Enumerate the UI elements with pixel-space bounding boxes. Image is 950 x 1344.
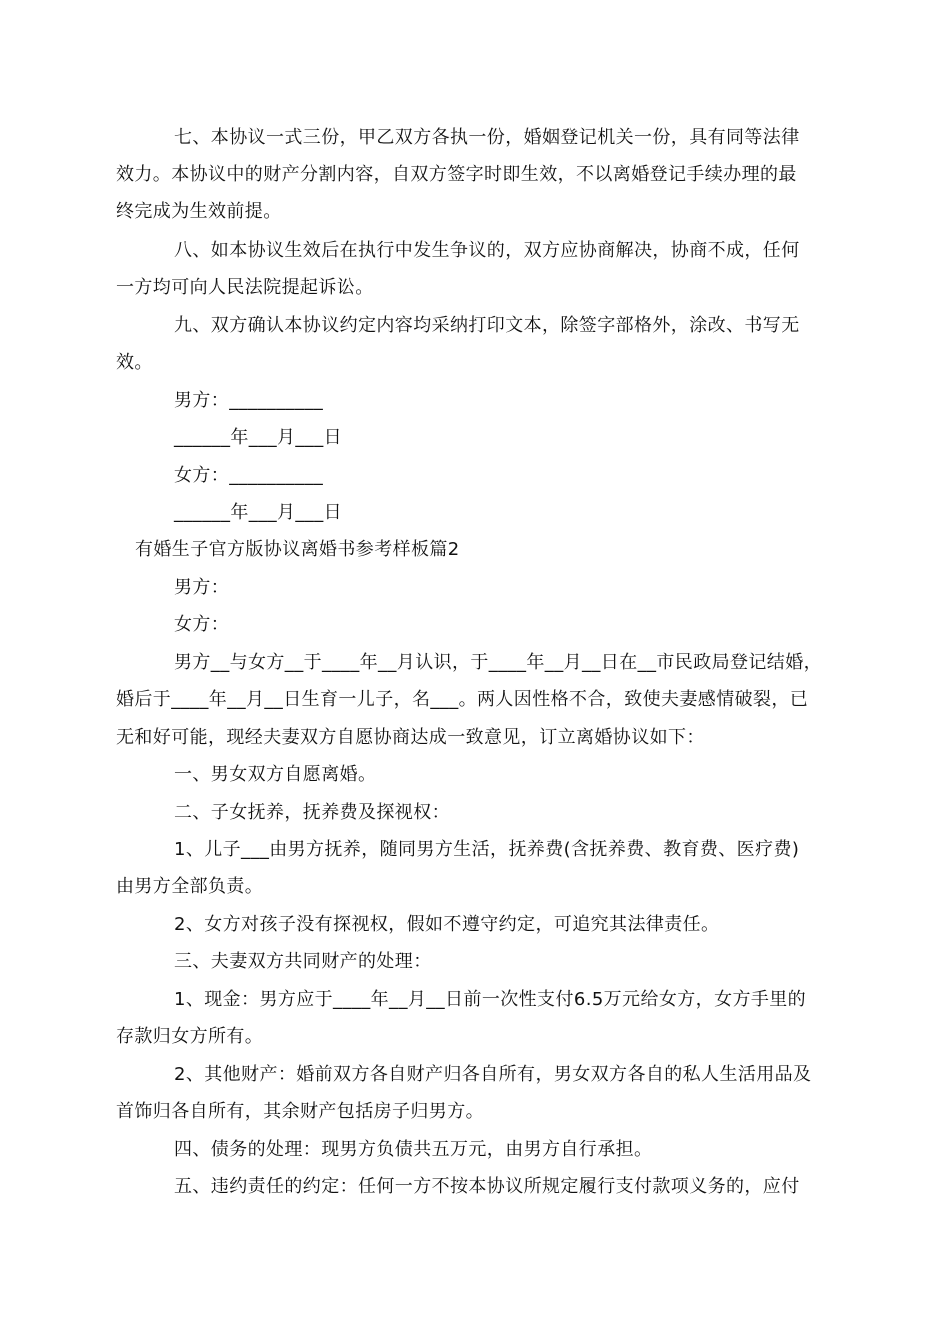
text-line: 男方： — [174, 577, 230, 598]
text-line: 2、其他财产：婚前双方各自财产归各自所有，男女双方各自的私人生活用品及 — [174, 1064, 812, 1085]
text-line: 首饰归各自所有，其余财产包括房子归男方。 — [116, 1101, 484, 1122]
text-line: 存款归女方所有。 — [116, 1026, 264, 1047]
signature-line-male: 男方：__________ — [174, 390, 324, 411]
date-line: ______年___月___日 — [174, 502, 342, 523]
date-line: ______年___月___日 — [174, 427, 342, 448]
text-line: 女方： — [174, 614, 230, 635]
text-line: 三、夫妻双方共同财产的处理： — [174, 951, 432, 972]
text-line: 二、子女抚养，抚养费及探视权： — [174, 802, 450, 823]
text-line: 1、儿子___由男方抚养，随同男方生活，抚养费(含抚养费、教育费、医疗费) — [174, 839, 800, 860]
text-line: 七、本协议一式三份，甲乙双方各执一份，婚姻登记机关一份，具有同等法律 — [174, 127, 800, 148]
text-line: 2、女方对孩子没有探视权，假如不遵守约定，可追究其法律责任。 — [174, 914, 720, 935]
text-line: 八、如本协议生效后在执行中发生争议的，双方应协商解决，协商不成，任何 — [174, 240, 800, 261]
text-line: 九、双方确认本协议约定内容均采纳打印文本，除签字部格外，涂改、书写无 — [174, 315, 800, 336]
section-heading: 有婚生子官方版协议离婚书参考样板篇2 — [135, 539, 460, 560]
text-line: 由男方全部负责。 — [116, 876, 264, 897]
text-line: 效力。本协议中的财产分割内容，自双方签字时即生效，不以离婚登记手续办理的最 — [116, 164, 797, 185]
text-line: 一、男女双方自愿离婚。 — [174, 764, 377, 785]
signature-line-female: 女方：__________ — [174, 465, 324, 486]
text-line: 一方均可向人民法院提起诉讼。 — [116, 277, 374, 298]
text-line: 男方__与女方__于____年__月认识，于____年__月__日在__市民政局登记结婚， — [174, 652, 822, 673]
text-line: 四、债务的处理：现男方负债共五万元，由男方自行承担。 — [174, 1139, 653, 1160]
text-line: 效。 — [116, 352, 153, 373]
text-line: 无和好可能，现经夫妻双方自愿协商达成一致意见，订立离婚协议如下： — [116, 727, 705, 748]
text-line: 婚后于____年__月__日生育一儿子，名___。两人因性格不合，致使夫妻感情破裂，已 — [116, 689, 809, 710]
text-line: 终完成为生效前提。 — [116, 201, 282, 222]
text-line: 1、现金：男方应于____年__月__日前一次性支付6.5万元给女方，女方手里的 — [174, 989, 807, 1010]
text-line: 五、违约责任的约定：任何一方不按本协议所规定履行支付款项义务的，应付 — [174, 1176, 800, 1197]
